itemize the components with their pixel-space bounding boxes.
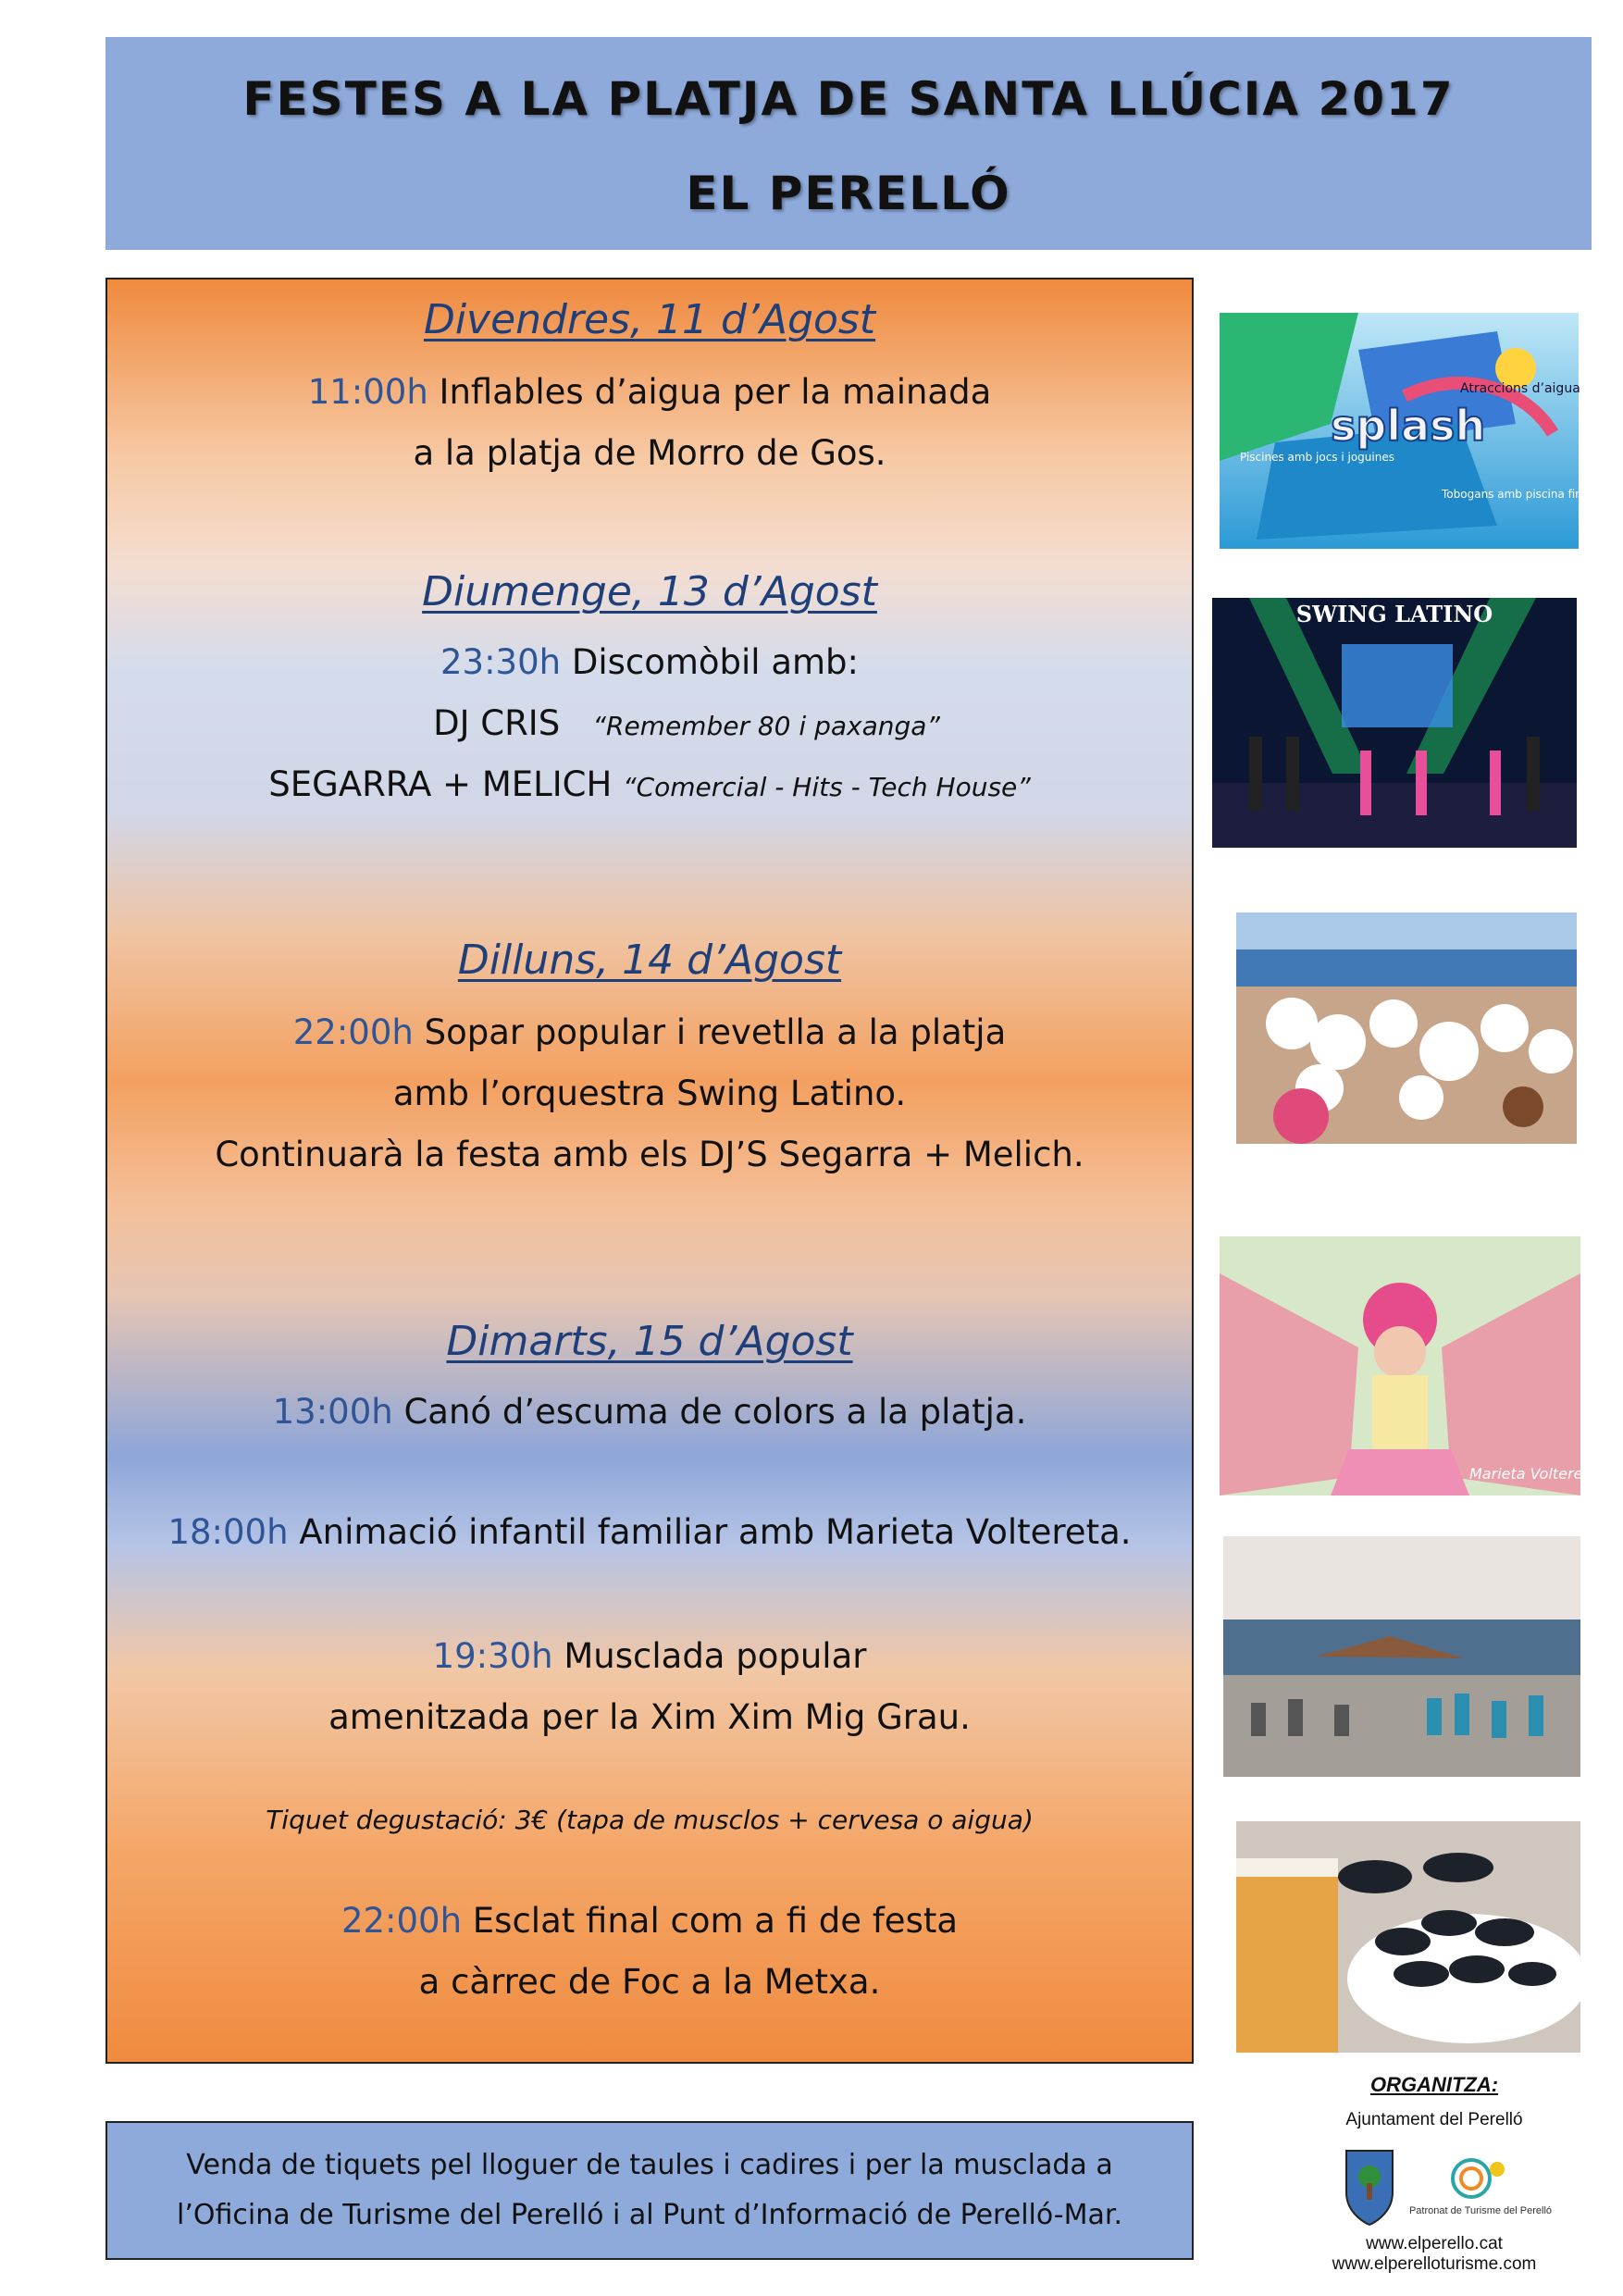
event-line bbox=[107, 1636, 1192, 1676]
organizer-block bbox=[1295, 2073, 1573, 2275]
event-line: Continuarà la festa amb els DJ’S Segarra + Melich. bbox=[215, 1135, 1084, 1174]
event-text: Discomòbil amb: bbox=[561, 642, 860, 682]
event-line bbox=[181, 703, 1192, 743]
dj-style: “Remember 80 i paxanga” bbox=[592, 711, 940, 741]
event-line bbox=[107, 372, 1192, 412]
event-text: Esclat final com a fi de festa bbox=[462, 1901, 959, 1941]
event-line: a la platja de Morro de Gos. bbox=[413, 433, 886, 473]
program-box bbox=[105, 278, 1194, 2064]
photo-caption: Marieta Voltereta bbox=[1469, 1465, 1598, 1483]
event-line: a càrrec de Foc a la Metxa. bbox=[418, 1962, 881, 2002]
website-link[interactable]: www.elperello.cat bbox=[1366, 2234, 1503, 2253]
coat-of-arms-icon bbox=[1295, 2141, 1573, 2234]
event-line bbox=[107, 1392, 1192, 1432]
event-text: Animació infantil familiar amb Marieta Voltereta. bbox=[288, 1512, 1132, 1552]
event-time: 22:00h bbox=[292, 1012, 414, 1052]
photo-caption: Tobogans amb piscina final bbox=[1442, 488, 1592, 501]
day-heading-4: Dimarts, 15 d’Agost bbox=[446, 1318, 853, 1365]
footer-note bbox=[105, 2121, 1194, 2260]
ticket-note: Tiquet degustació: 3€ (tapa de musclos + cervesa o aigua) bbox=[266, 1805, 1034, 1835]
photo-swing-latino bbox=[1212, 598, 1577, 848]
footer-line: Venda de tiquets pel lloguer de taules i cadires i per la musclada a bbox=[186, 2149, 1113, 2181]
event-line bbox=[107, 1901, 1192, 1941]
photo-caption: Piscines amb jocs i joguines bbox=[1240, 451, 1394, 464]
photo-brand: splash bbox=[1331, 401, 1486, 451]
organizer-logos bbox=[1295, 2141, 1573, 2234]
photo-mussel-gathering bbox=[1223, 1536, 1580, 1777]
organizer-name: Ajuntament del Perelló bbox=[1345, 2110, 1523, 2129]
event-time: 22:00h bbox=[341, 1901, 463, 1941]
event-text: Musclada popular bbox=[552, 1636, 867, 1676]
photo-mussels-and-beer bbox=[1236, 1821, 1580, 2053]
photo-marieta-voltereta bbox=[1220, 1236, 1598, 1496]
event-time: 13:00h bbox=[272, 1392, 393, 1432]
event-line bbox=[107, 1012, 1192, 1052]
photo-caption: Atraccions d’aigua bbox=[1460, 381, 1580, 396]
header-banner bbox=[105, 37, 1592, 250]
event-text: Sopar popular i revetlla a la platja bbox=[413, 1012, 1007, 1052]
day-heading-1: Divendres, 11 d’Agost bbox=[423, 296, 876, 343]
page-title: FESTES A LA PLATJA DE SANTA LLÚCIA 2017 bbox=[242, 72, 1455, 126]
event-line bbox=[107, 642, 1192, 682]
organizer-heading: ORGANITZA: bbox=[1369, 2073, 1499, 2096]
event-text: Canó d’escuma de colors a la platja. bbox=[392, 1392, 1027, 1432]
photo-foam-party bbox=[1236, 912, 1577, 1144]
dj-style: “Comercial - Hits - Tech House” bbox=[623, 772, 1031, 802]
dj-name: SEGARRA + MELICH bbox=[268, 764, 613, 804]
photo-caption: SWING LATINO bbox=[1295, 601, 1493, 627]
photo-water-park bbox=[1220, 313, 1592, 549]
event-line: amenitzada per la Xim Xim Mig Grau. bbox=[328, 1697, 971, 1737]
website-link[interactable]: www.elperelloturisme.com bbox=[1332, 2254, 1537, 2274]
event-time: 19:30h bbox=[432, 1636, 553, 1676]
page-subtitle: EL PERELLÓ bbox=[686, 167, 1011, 220]
event-line: amb l’orquestra Swing Latino. bbox=[392, 1074, 907, 1113]
dj-name: DJ CRIS bbox=[433, 703, 561, 743]
day-heading-2: Diumenge, 13 d’Agost bbox=[422, 568, 877, 615]
event-line bbox=[107, 764, 1192, 804]
footer-line: l’Oficina de Turisme del Perelló i al Punt d’Informació de Perelló-Mar. bbox=[177, 2199, 1122, 2231]
event-time: 11:00h bbox=[307, 372, 428, 412]
day-heading-3: Dilluns, 14 d’Agost bbox=[457, 937, 842, 984]
event-time: 18:00h bbox=[167, 1512, 289, 1552]
tourism-logo-text: Patronat de Turisme del Perelló bbox=[1408, 2205, 1553, 2216]
event-line bbox=[107, 1512, 1192, 1552]
event-time: 23:30h bbox=[440, 642, 562, 682]
event-text: Inflables d’aigua per la mainada bbox=[427, 372, 992, 412]
